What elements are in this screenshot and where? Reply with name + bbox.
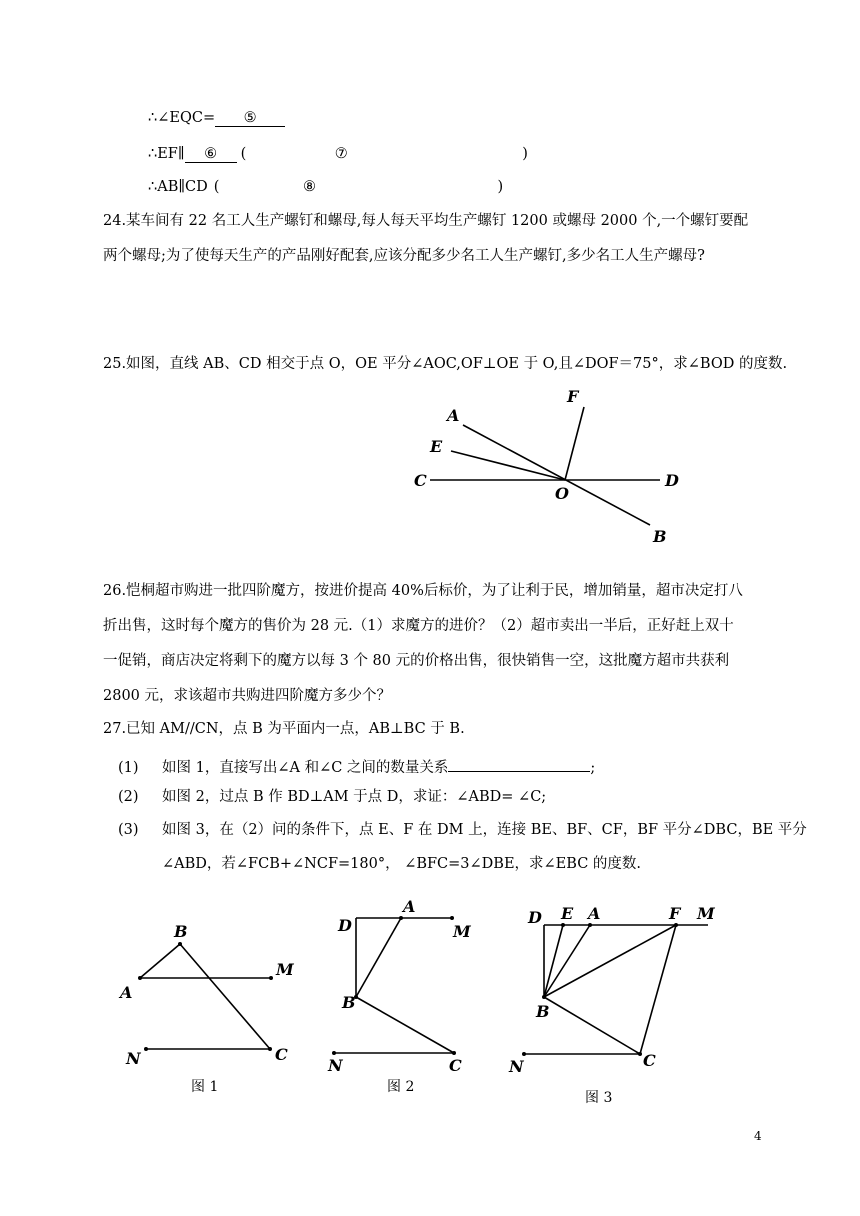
point-n: [144, 1047, 148, 1051]
q26-line4: 2800 元，求该超市共购进四阶魔方多少个？: [103, 688, 392, 704]
seg-ab: [140, 944, 180, 978]
point-m: [269, 976, 273, 980]
answer-blank-5[interactable]: ⑤: [215, 108, 285, 127]
paren-open: (: [213, 179, 220, 195]
seg-cf: [640, 925, 676, 1054]
q27-line1: 27.已知 AM//CN，点 B 为平面内一点，AB⊥BC 于 B.: [103, 721, 465, 737]
fig1-caption: 图 1: [191, 1079, 219, 1095]
answer-blank-8[interactable]: ⑧: [302, 179, 316, 195]
label-c: C: [449, 1056, 462, 1075]
label-o: O: [555, 484, 569, 503]
q27-part3-cont: ∠ABD，若∠FCB+∠NCF=180°， ∠BFC=3∠DBE，求∠EBC 的度数.: [162, 856, 642, 872]
q27-part3: [118, 820, 807, 840]
part-text: 如图 3，在（2）问的条件下，点 E、F 在 DM 上，连接 BE、BF、CF，BF 平分∠DBC，BE 平分: [162, 822, 807, 838]
answer-blank-6[interactable]: ⑥: [185, 144, 237, 163]
label-b: B: [536, 1002, 550, 1021]
label-e: E: [430, 437, 443, 456]
fig2-caption: 图 2: [387, 1079, 415, 1095]
ray-of: [565, 407, 584, 480]
paren-close: ): [497, 179, 504, 195]
q24-line1: 24.某车间有 22 名工人生产螺钉和螺母,每人每天平均生产螺钉 1200 或螺母 2000 个,一个螺钉要配: [103, 213, 749, 229]
line-ab: [463, 425, 650, 525]
ray-oe: [451, 451, 565, 480]
fig3-caption: 图 3: [585, 1090, 613, 1106]
part-number: (1): [118, 760, 139, 776]
point-a: [588, 923, 592, 927]
part-number: (3): [118, 822, 139, 838]
seg-be: [544, 925, 563, 997]
seg-bf: [544, 925, 676, 997]
part-text: 如图 2，过点 B 作 BD⊥AM 于点 D，求证：∠ABD= ∠C;: [162, 789, 547, 805]
seg-bc: [180, 944, 270, 1049]
point-f: [674, 923, 678, 927]
q26-line1: 26.恺桐超市购进一批四阶魔方，按进价提高 40%后标价，为了让利于民，增加销量，超市决定打八: [103, 583, 743, 599]
label-b: B: [653, 527, 667, 546]
seg-bc: [544, 997, 640, 1054]
point-m: [450, 916, 454, 920]
proof-text: ∴∠EQC=: [148, 110, 216, 126]
label-a: A: [120, 983, 133, 1002]
label-a: A: [588, 904, 601, 923]
part-end: ;: [590, 760, 596, 776]
point-e: [561, 923, 565, 927]
point-c: [268, 1047, 272, 1051]
label-d: D: [665, 471, 679, 490]
seg-ba: [544, 925, 590, 997]
label-n: N: [328, 1056, 343, 1075]
seg-bc: [356, 997, 454, 1053]
label-f: F: [669, 904, 681, 923]
proof-text: ∴EF∥: [148, 146, 185, 162]
label-b: B: [342, 993, 356, 1012]
label-c: C: [643, 1051, 656, 1070]
label-c: C: [275, 1045, 288, 1064]
label-a: A: [447, 406, 460, 425]
proof-text: ∴AB∥CD: [148, 179, 208, 195]
label-f: F: [567, 387, 579, 406]
point-b: [178, 942, 182, 946]
q26-line3: 一促销，商店决定将剩下的魔方以每 3 个 80 元的价格出售，很快销售一空，这批魔方超市共获利: [103, 653, 730, 669]
q25-figure: [414, 387, 679, 546]
label-n: N: [126, 1049, 141, 1068]
point-c: [452, 1051, 456, 1055]
seg-ab: [356, 918, 401, 997]
label-a: A: [403, 897, 416, 916]
q24-line2: 两个螺母;为了使每天生产的产品刚好配套,应该分配多少名工人生产螺钉,多少名工人生产螺母?: [103, 248, 705, 264]
fig2: [327, 897, 472, 1075]
q25-line1: 25.如图，直线 AB、CD 相交于点 O，OE 平分∠AOC,OF⊥OE 于 O,且∠DOF＝75°，求∠BOD 的度数.: [103, 356, 788, 372]
label-n: N: [509, 1057, 524, 1076]
point-b: [542, 995, 546, 999]
answer-blank-relation[interactable]: [448, 753, 590, 772]
point-a: [138, 976, 142, 980]
fig3: [508, 904, 716, 1076]
q26-line2: 折出售，这时每个魔方的售价为 28 元.（1）求魔方的进价？（2）超市卖出一半后，正好赶上双十: [103, 618, 734, 634]
q27-part1: [118, 753, 595, 778]
label-d: D: [338, 916, 352, 935]
fig1: [118, 922, 295, 1068]
label-m: M: [453, 922, 471, 941]
paren-open: (: [240, 146, 247, 162]
part-text: 如图 1，直接写出∠A 和∠C 之间的数量关系: [162, 760, 449, 776]
point-a: [399, 916, 403, 920]
part-number: (2): [118, 789, 139, 805]
paren-close: ): [522, 146, 528, 162]
point-c: [638, 1052, 642, 1056]
page-number: 4: [754, 1129, 762, 1143]
point-n: [332, 1051, 336, 1055]
q27-part2: [118, 787, 546, 807]
label-m: M: [276, 960, 294, 979]
label-c: C: [414, 471, 427, 490]
label-d: D: [528, 908, 542, 927]
answer-blank-7[interactable]: ⑦: [334, 146, 348, 162]
label-e: E: [561, 904, 574, 923]
label-m: M: [697, 904, 715, 923]
label-b: B: [174, 922, 188, 941]
point-n: [522, 1052, 526, 1056]
